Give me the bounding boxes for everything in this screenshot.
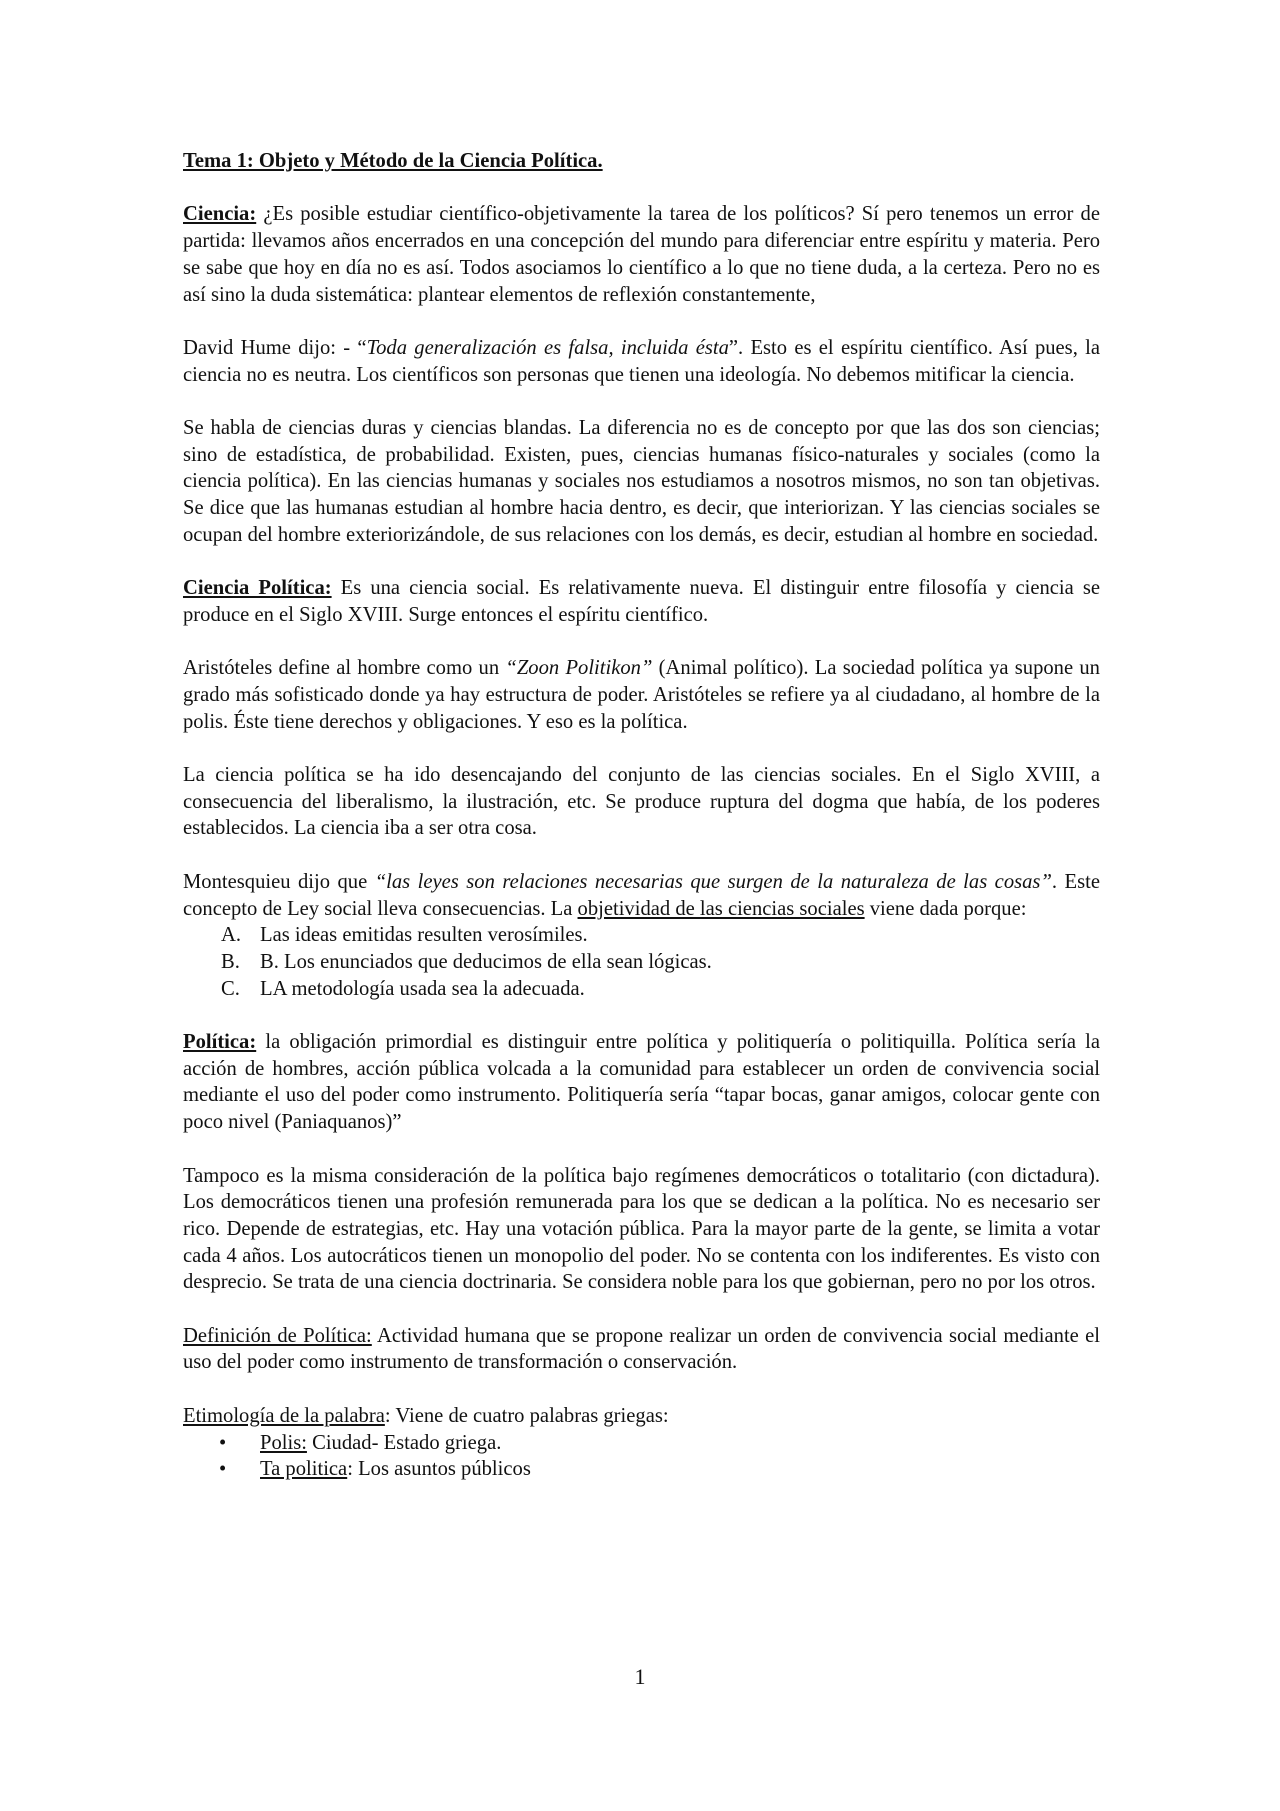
- paragraph-politica: Política: la obligación primordial es distinguir entre política y politiquería o politiquilla. Política sería la acción de hombres, acción pública volcada a la comunidad para establecer un orden de convivencia social mediante el uso del poder como instrumento. Politiquería sería “tapar bocas, ganar amigos, colocar gente con poco nivel (Paniaquanos)”: [183, 1031, 1100, 1134]
- underlined-phrase: objetividad de las ciencias sociales: [577, 897, 865, 920]
- document-page: [183, 148, 1100, 1483]
- term-label: Ciencia Política:: [183, 577, 332, 600]
- bullet-list: [183, 1430, 1100, 1483]
- paragraph-hume: David Hume dijo: - “Toda generalización es falsa, incluida ésta”. Esto es el espíritu científico. Así pues, la ciencia no es neutra. Los científicos son personas que tienen una ideología. No debemos mitificar la ciencia.: [183, 336, 1100, 386]
- document-title: Tema 1: Objeto y Método de la Ciencia Política.: [183, 150, 603, 172]
- lettered-list: [183, 922, 1100, 1002]
- paragraph-etimologia: Etimología de la palabra: Viene de cuatro palabras griegas:: [183, 1404, 669, 1427]
- term-label: Política:: [183, 1031, 257, 1054]
- quote: “Zoon Politikon”: [505, 657, 653, 680]
- paragraph-ciencia-politica: Ciencia Política: Es una ciencia social. Es relativamente nueva. El distinguir entre filosofía y ciencia se produce en el Siglo XVIII. Surge entonces el espíritu científico.: [183, 577, 1100, 626]
- paragraph-desencajando: La ciencia política se ha ido desencajando del conjunto de las ciencias sociales. En el Siglo XVIII, a consecuencia del liberalismo, la ilustración, etc. Se produce ruptura del dogma que había, de los poderes establecidos. La ciencia iba a ser otra cosa.: [183, 764, 1100, 840]
- term-label: Ciencia:: [183, 203, 257, 226]
- list-item: C. LA metodología usada sea la adecuada.: [221, 977, 585, 1000]
- page-number: 1: [634, 1664, 646, 1689]
- bullet-icon: •: [219, 1458, 227, 1481]
- term-label: Definición de Política:: [183, 1324, 372, 1347]
- paragraph-ciencias-duras: Se habla de ciencias duras y ciencias blandas. La diferencia no es de concepto por que las dos son ciencias; sino de estadística, de probabilidad. Existen, pues, ciencias humanas físico-naturales y sociales (como la ciencia política). En las ciencias humanas y sociales nos estudiamos a nosotros mismos, no son tan objetivas. Se dice que las humanas estudian al hombre hacia dentro, es decir, que interiorizan. Y las ciencias sociales se ocupan del hombre exteriorizándole, de sus relaciones con los demás, es decir, estudian al hombre en sociedad.: [183, 416, 1100, 546]
- bullet-icon: •: [219, 1431, 227, 1454]
- paragraph-ciencia: Ciencia: ¿Es posible estudiar científico-objetivamente la tarea de los políticos? Sí pero tenemos un error de partida: llevamos años encerrados en una concepción del mundo para diferenciar entre espíritu y materia. Pero se sabe que hoy en día no es así. Todos asociamos lo científico a lo que no tiene duda, a la certeza. Pero no es así sino la duda sistemática: plantear elementos de reflexión constantemente,: [183, 203, 1100, 306]
- paragraph-aristoteles: Aristóteles define al hombre como un “Zoon Politikon” (Animal político). La sociedad política ya supone un grado más sofisticado donde ya hay estructura de poder. Aristóteles se refiere ya al ciudadano, al hombre de la polis. Éste tiene derechos y obligaciones. Y eso es la política.: [183, 657, 1100, 733]
- list-item: A. Las ideas emitidas resulten verosímiles.: [221, 924, 588, 947]
- quote: “las leyes son relaciones necesarias que surgen de la naturaleza de las cosas”: [374, 870, 1052, 893]
- paragraph-regimenes: Tampoco es la misma consideración de la política bajo regímenes democráticos o totalitario (con dictadura). Los democráticos tienen una profesión remunerada para los que se dedican a la política. No es necesario ser rico. Depende de estrategias, etc. Hay una votación pública. Para la mayor parte de la gente, se limita a votar cada 4 años. Los autocráticos tienen un monopolio del poder. No se contenta con los indiferentes. Es visto con desprecio. Se trata de una ciencia doctrinaria. Se considera noble para los que gobiernan, pero no por los otros.: [183, 1164, 1100, 1294]
- paragraph-montesquieu: Montesquieu dijo que “las leyes son relaciones necesarias que surgen de la naturaleza de las cosas”. Este concepto de Ley social lleva consecuencias. La objetividad de las ciencias sociales viene dada porque:: [183, 870, 1100, 920]
- list-item: • Ta politica: Los asuntos públicos: [183, 1456, 1100, 1483]
- list-item: • Polis: Ciudad- Estado griega.: [183, 1430, 1100, 1457]
- term-label: Etimología de la palabra: [183, 1404, 385, 1427]
- quote: Toda generalización es falsa, incluida ésta: [366, 336, 729, 359]
- paragraph-definicion: Definición de Política: Actividad humana que se propone realizar un orden de convivencia social mediante el uso del poder como instrumento de transformación o conservación.: [183, 1324, 1100, 1374]
- list-item: B. B. Los enunciados que deducimos de ella sean lógicas.: [221, 950, 712, 973]
